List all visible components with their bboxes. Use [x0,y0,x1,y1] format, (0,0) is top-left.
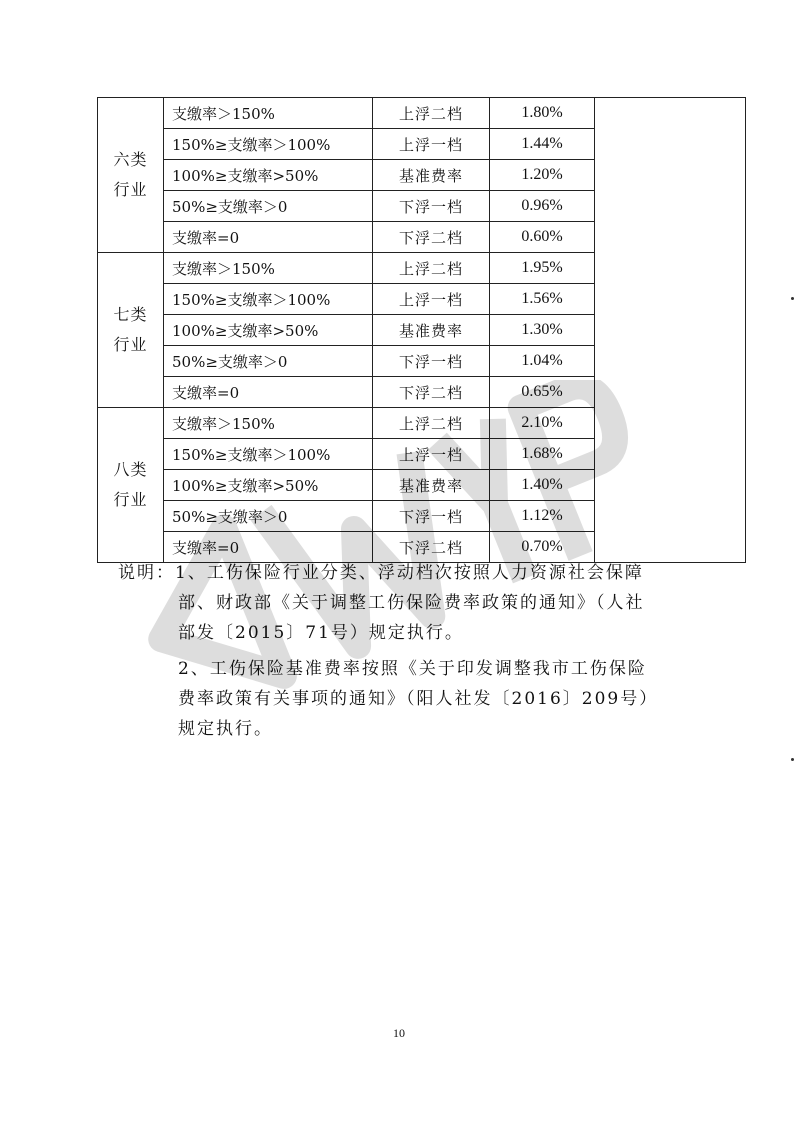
level-cell: 上浮一档 [373,439,490,470]
condition-cell: 50%≥支缴率＞0 [164,501,373,532]
notes-heading: 说明： [118,563,175,583]
rate-cell: 0.96% [490,191,595,222]
industry-category-cell: 六类 行业 [98,98,164,253]
page-number: 10 [393,1026,405,1040]
condition-cell: 150%≥支缴率＞100% [164,284,373,315]
note-item-1 [118,558,728,588]
condition-cell: 支缴率=0 [164,532,373,563]
industry-category-cell: 八类 行业 [98,408,164,563]
condition-cell: 支缴率=0 [164,377,373,408]
level-cell: 下浮二档 [373,532,490,563]
condition-cell: 100%≥支缴率>50% [164,470,373,501]
rate-cell: 1.56% [490,284,595,315]
notes-section [118,558,728,744]
note-1-line-3: 部发〔2015〕71号）规定执行。 [178,623,464,643]
condition-cell: 支缴率＞150% [164,408,373,439]
level-cell: 下浮二档 [373,222,490,253]
remarks-cell [595,98,746,563]
condition-cell: 支缴率＞150% [164,253,373,284]
note-2-line-3: 规定执行。 [178,719,273,739]
table-row [98,98,746,129]
level-cell: 下浮二档 [373,377,490,408]
rate-cell: 1.80% [490,98,595,129]
level-cell: 上浮二档 [373,253,490,284]
rate-cell: 2.10% [490,408,595,439]
condition-cell: 支缴率＞150% [164,98,373,129]
rate-cell: 1.30% [490,315,595,346]
level-cell: 下浮一档 [373,191,490,222]
rate-cell: 1.68% [490,439,595,470]
rate-cell: 0.60% [490,222,595,253]
condition-cell: 100%≥支缴率>50% [164,315,373,346]
condition-cell: 支缴率=0 [164,222,373,253]
level-cell: 基准费率 [373,160,490,191]
scan-mark [791,297,794,300]
level-cell: 基准费率 [373,470,490,501]
rate-cell: 1.20% [490,160,595,191]
rate-cell: 1.40% [490,470,595,501]
rate-cell: 0.70% [490,532,595,563]
level-cell: 上浮二档 [373,408,490,439]
note-1-line-2: 部、财政部《关于调整工伤保险费率政策的通知》（人社 [178,593,645,613]
scan-mark [791,758,794,761]
note-2-line-2: 费率政策有关事项的通知》（阳人社发〔2016〕209号） [178,689,659,709]
rate-cell: 0.65% [490,377,595,408]
industry-category-cell: 七类 行业 [98,253,164,408]
rate-cell: 1.95% [490,253,595,284]
level-cell: 上浮一档 [373,129,490,160]
level-cell: 下浮一档 [373,501,490,532]
level-cell: 基准费率 [373,315,490,346]
note-1-line-1: 1、工伤保险行业分类、浮动档次按照人力资源社会保障 [175,563,644,583]
level-cell: 上浮二档 [373,98,490,129]
rate-table [97,97,746,563]
condition-cell: 50%≥支缴率＞0 [164,191,373,222]
level-cell: 下浮一档 [373,346,490,377]
condition-cell: 150%≥支缴率＞100% [164,439,373,470]
rate-cell: 1.44% [490,129,595,160]
level-cell: 上浮一档 [373,284,490,315]
condition-cell: 100%≥支缴率>50% [164,160,373,191]
rate-cell: 1.12% [490,501,595,532]
condition-cell: 150%≥支缴率＞100% [164,129,373,160]
note-2-line-1: 2、工伤保险基准费率按照《关于印发调整我市工伤保险 [178,659,647,679]
condition-cell: 50%≥支缴率＞0 [164,346,373,377]
rate-cell: 1.04% [490,346,595,377]
